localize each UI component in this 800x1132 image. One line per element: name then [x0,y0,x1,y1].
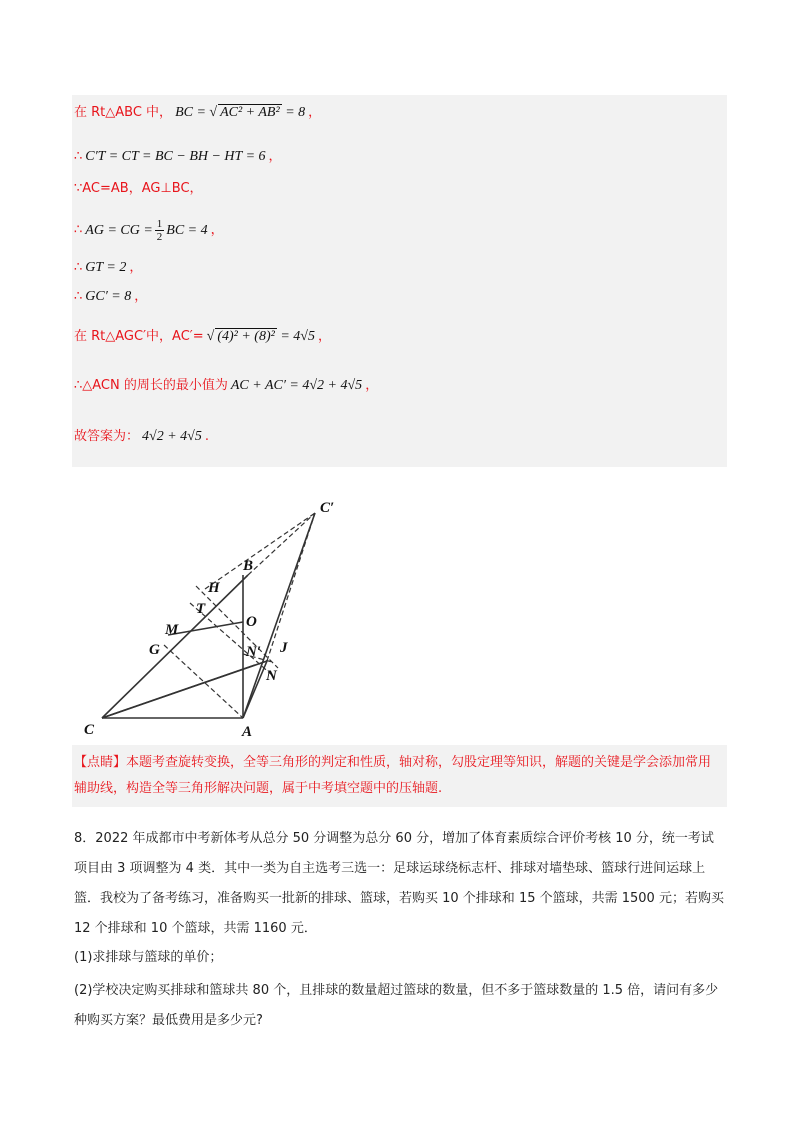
label-G: G [149,642,160,658]
geometry-figure [72,472,340,746]
solution-text: 在 Rt△ABC 中， [74,105,173,120]
geometry-diagram [72,472,340,746]
solution-line-6: ∴ GC′ = 8 ， [74,289,148,304]
label-Nprime: N′ [246,644,262,660]
comment-tag: 【点睛】 [74,755,127,770]
solution-line-1: 在 Rt△ABC 中， BC = √ AC² + AB² = 8 ， [74,105,322,120]
dashed-GA [164,645,243,718]
segment-CNprime [102,665,255,718]
label-Cprime: C′ [320,500,335,516]
segment-MO [168,622,243,635]
solution-line-7: 在 Rt△AGC′中，AC′= √ (4)² + (8)² = 4√5 ， [74,329,331,344]
sqrt-body: (4)² + (8)² [217,329,275,344]
solution-line-8: ∴△ACN 的周长的最小值为 AC + AC′ = 4√2 + 4√5 ， [74,378,379,393]
comment-block [74,750,724,802]
problem-part-2: (2)学校决定购买排球和篮球共 80 个，且排球的数量超过篮球的数量，但不多于篮球数量的 1.5 倍，请问有多少种购买方案？最低费用是多少元? [74,983,719,1028]
math-expression: BC = √ AC² + AB² = 8 [175,105,306,120]
math-expression: √ (4)² + (8)² = 4√5 [206,329,315,344]
label-B: B [243,558,254,574]
math-expression: GC′ = 8 [85,289,132,304]
problem-number: 8． [74,831,96,846]
math-expression: AG = CG = $\frac{1}{2}$ BC = 4 [85,218,208,243]
problem-statement [74,824,724,944]
solution-line-2: ∴ C′T = CT = BC − BH − HT = 6 ， [74,149,282,164]
solution-line-9: 故答案为： 4√2 + 4√5 . [74,429,209,444]
segment-CB [102,575,248,718]
solution-line-3 [74,181,203,197]
solution-line-5: ∴ GT = 2 ， [74,260,143,275]
problem-text: 2022 年成都市中考新体考从总分 50 分调整为总分 60 分，增加了体育素质综合评价考核 10 分，统一考试项目由 3 项调整为 4 类．其中一类为自主选考三选一：足球运球绕标志杆、排球对墙垫球、篮球行进间运球上篮．我校为了备考练习，准备购买一批新的排球、篮球，若购买 10 个排球和 15 个篮球，共需 1500 元；若购买 12 个排球和 10 个篮球，共需 1160 元． [74,831,724,936]
math-expression: GT = 2 [85,260,127,275]
comment-text: 本题考查旋转变换，全等三角形的判定和性质，轴对称，勾股定理等知识，解题的关键是学会添加常用辅助线，构造全等三角形解决问题，属于中考填空题中的压轴题. [74,755,712,796]
dashed-TCprime [205,513,315,589]
solution-text: ∵AC=AB，AG⊥BC， [74,181,203,196]
label-A: A [242,724,253,740]
label-C: C [84,722,95,738]
label-T: T [196,601,206,617]
fraction: $\frac{1}{2}$ [156,218,163,243]
label-M: M [165,622,179,638]
label-O: O [246,614,257,630]
label-H: H [208,580,220,596]
solution-line-4: ∴ AG = CG = $\frac{1}{2}$ BC = 4 ， [74,218,224,243]
label-N: N [266,668,277,684]
problem-part-1: (1)求排球与篮球的单价； [74,950,223,965]
dashed-perpendicular-1 [196,586,278,668]
sqrt-body: AC² + AB² [220,105,280,120]
math-expression: 4√2 + 4√5 [142,429,202,444]
label-J: J [280,640,288,656]
math-expression: AC + AC′ = 4√2 + 4√5 [230,378,363,393]
math-expression: C′T = CT = BC − BH − HT = 6 [85,149,266,164]
